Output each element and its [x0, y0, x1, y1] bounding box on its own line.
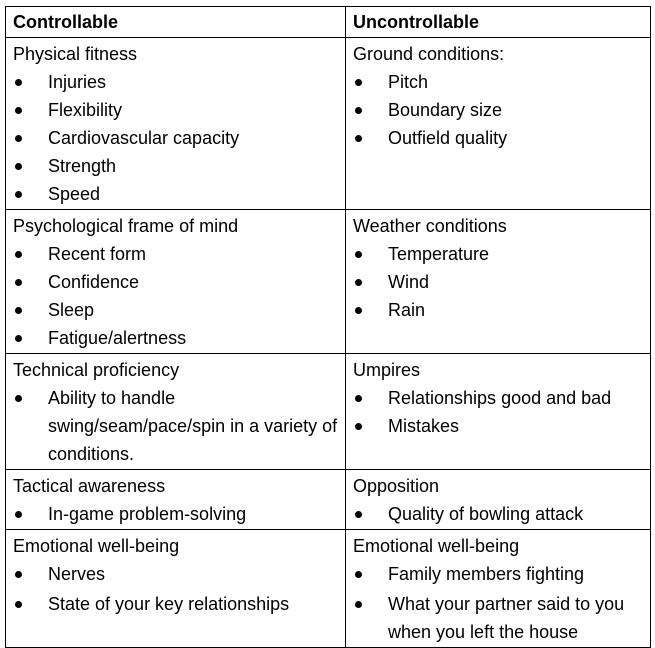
bullet-list [13, 560, 339, 618]
bullet-icon [15, 335, 22, 342]
list-item: Cardiovascular capacity [13, 124, 339, 152]
bullet-icon [15, 395, 22, 402]
bullet-icon [15, 571, 22, 578]
cell-title: Technical proficiency [13, 360, 180, 380]
list-item: Fatigue/alertness [13, 324, 339, 352]
bullet-list [353, 500, 644, 528]
list-item: Wind [353, 268, 644, 296]
controllable-cell [6, 38, 346, 210]
table-row [6, 530, 651, 648]
list-item: Strength [13, 152, 339, 180]
list-item: Recent form [13, 240, 339, 268]
list-item: Confidence [13, 268, 339, 296]
list-item: Mistakes [353, 412, 644, 440]
table-row [6, 470, 651, 530]
uncontrollable-cell [346, 530, 651, 648]
list-item: Sleep [13, 296, 339, 324]
cell-title: Physical fitness [13, 44, 138, 64]
list-item: Nerves [13, 560, 339, 588]
uncontrollable-cell [346, 354, 651, 470]
list-item: Family members fighting [353, 560, 644, 588]
list-item: Ability to handle swing/seam/pace/spin in a variety of conditions. [13, 384, 339, 468]
list-item: What your partner said to you when you left the house [353, 590, 644, 646]
cell-title: Emotional well-being [13, 536, 180, 556]
bullet-list [13, 500, 339, 528]
controllable-cell [6, 470, 346, 530]
bullet-list [353, 68, 644, 152]
bullet-icon [15, 601, 22, 608]
bullet-icon [15, 251, 22, 258]
table-row [6, 354, 651, 470]
list-item: Pitch [353, 68, 644, 96]
list-item: Injuries [13, 68, 339, 96]
bullet-icon [355, 511, 362, 518]
list-item: Relationships good and bad [353, 384, 644, 412]
bullet-icon [355, 107, 362, 114]
bullet-icon [355, 307, 362, 314]
list-item: Boundary size [353, 96, 644, 124]
list-item: Speed [13, 180, 339, 208]
table-row [6, 38, 651, 210]
bullet-list [353, 384, 644, 440]
bullet-icon [355, 571, 362, 578]
controllables-table [5, 6, 651, 648]
list-item: State of your key relationships [13, 590, 339, 618]
bullet-list [353, 560, 644, 646]
bullet-icon [15, 279, 22, 286]
bullet-icon [15, 511, 22, 518]
cell-title: Tactical awareness [13, 476, 166, 496]
bullet-icon [15, 79, 22, 86]
list-item: In-game problem-solving [13, 500, 339, 528]
bullet-icon [355, 135, 362, 142]
controllable-cell [6, 354, 346, 470]
bullet-icon [355, 423, 362, 430]
uncontrollable-cell [346, 470, 651, 530]
bullet-icon [15, 307, 22, 314]
cell-title: Ground conditions: [353, 44, 505, 64]
bullet-icon [355, 251, 362, 258]
bullet-icon [15, 163, 22, 170]
bullet-icon [355, 395, 362, 402]
header-row [6, 7, 651, 38]
list-item: Temperature [353, 240, 644, 268]
bullet-icon [15, 107, 22, 114]
bullet-icon [15, 191, 22, 198]
bullet-list [353, 240, 644, 324]
bullet-list [13, 240, 339, 352]
list-item: Flexibility [13, 96, 339, 124]
cell-title: Psychological frame of mind [13, 216, 239, 236]
bullet-icon [355, 279, 362, 286]
uncontrollable-cell [346, 210, 651, 354]
bullet-icon [355, 601, 362, 608]
bullet-icon [355, 79, 362, 86]
uncontrollable-cell [346, 38, 651, 210]
controllable-cell [6, 210, 346, 354]
table-row [6, 210, 651, 354]
header-controllable: Controllable [6, 7, 346, 38]
controllable-cell [6, 530, 346, 648]
cell-title: Umpires [353, 360, 421, 380]
bullet-icon [15, 135, 22, 142]
cell-title: Weather conditions [353, 216, 507, 236]
cell-title: Opposition [353, 476, 440, 496]
cell-title: Emotional well-being [353, 536, 520, 556]
header-uncontrollable: Uncontrollable [346, 7, 651, 38]
list-item: Outfield quality [353, 124, 644, 152]
list-item: Rain [353, 296, 644, 324]
bullet-list [13, 68, 339, 208]
bullet-list [13, 384, 339, 468]
list-item: Quality of bowling attack [353, 500, 644, 528]
